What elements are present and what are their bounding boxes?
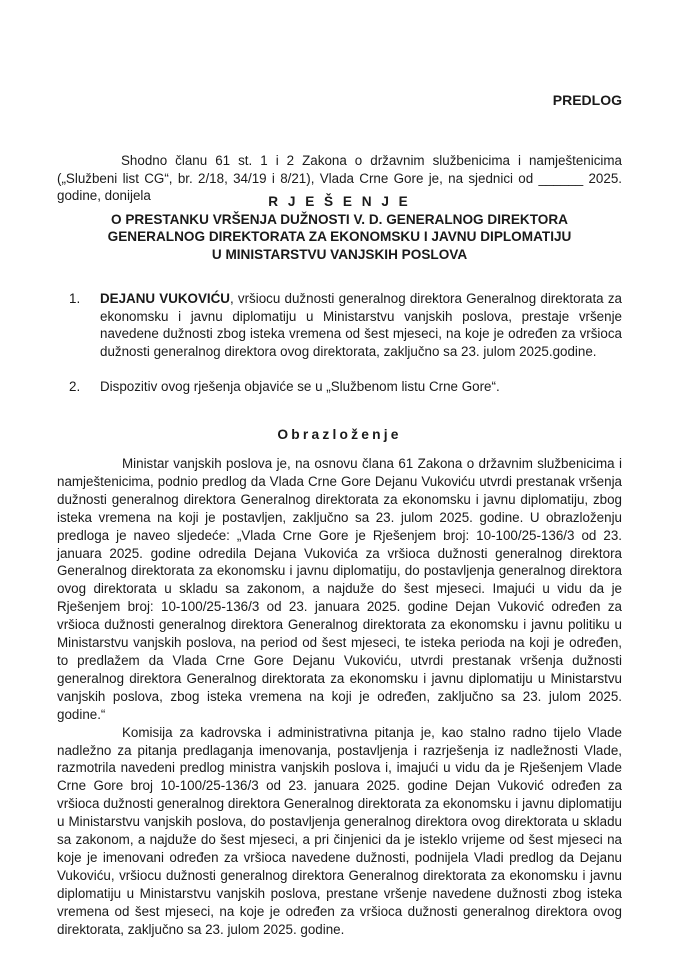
title-line-2: O PRESTANKU VRŠENJA DUŽNOSTI V. D. GENERALNOG DIREKTORA xyxy=(111,211,568,227)
explanation-body xyxy=(57,455,622,938)
decision-item-2 xyxy=(57,378,622,396)
explanation-heading: Obrazloženje xyxy=(277,427,402,442)
item-bold-name: DEJANU VUKOVIĆU xyxy=(100,291,230,306)
explanation-paragraph-1: Ministar vanjskih poslova je, na osnovu člana 61 Zakona o državnim službenicima i namještenicima, podnio predlog da Vlada Crne Gore Dejanu Vukoviću utvrdi prestanak vršenja dužnosti generalnog direktora Generalnog direktorata za ekonomsku i javnu diplomatiju, zbog isteka vremena na koji je postavljen, zaključno sa 23. julom 2025. godine. U obrazloženju predloga je naveo sljedeće: „Vlada Crne Gore je Rješenjem broj: 10-100/25-136/3 od 23. januara 2025. godine odredila Dejana Vukovića za vršioca dužnosti generalnog direktora Generalnog direktorata za ekonomsku i javnu diplomatiju, do postavljenja generalnog direktora ovog direktorata u skladu sa zakonom, a najduže do šest mjeseci. Imajući u vidu da je Rješenjem broj: 10-100/25-136/3 od 23. januara 2025. godine Dejan Vuković određen za vršioca dužnosti generalnog direktora Generalnog direktorata za ekonomsku i javnu politiku u Ministarstvu vanjskih poslova, na period od šest mjeseci, te isteka perioda na koji je određen, to predlažem da Vlada Crne Gore Dejanu Vukoviću, utvrdi prestanak vršenja dužnosti generalnog direktora Generalnog direktorata za ekonomsku i javnu diplomatiju u Ministarstvu vanjskih poslova, zbog isteka vremena na koji je određen, zaključno sa 23. julom 2025. godine.“ xyxy=(57,456,622,722)
item-text: Dispozitiv ovog rješenja objaviće se u „Službenom listu Crne Gore“. xyxy=(100,379,500,395)
item-text: , vršiocu dužnosti generalnog direktora Generalnog direktorata za ekonomsku i javnu diplomatiju u Ministarstvu vanjskih poslova, prestaje vršenje navedene dužnosti zbog isteka vremena od šest mjeseci, na koje je određen za vršioca dužnosti generalnog direktora ovog direktorata, zaključno sa 23. julom 2025.godine. xyxy=(100,291,622,359)
decision-items xyxy=(57,290,622,396)
title-line-3: GENERALNOG DIREKTORATA ZA EKONOMSKU I JAVNU DIPLOMATIJU xyxy=(107,229,572,244)
title-line-4: U MINISTARSTVU VANJSKIH POSLOVA xyxy=(211,246,468,262)
document-status-label: PREDLOG xyxy=(552,92,622,108)
document-title xyxy=(57,193,622,263)
item-number: 1. xyxy=(69,291,81,306)
decision-item-1 xyxy=(57,290,622,360)
item-number: 2. xyxy=(69,379,81,395)
explanation-paragraph-2: Komisija za kadrovska i administrativna pitanja je, kao stalno radno tijelo Vlade nadležno za pitanja predlaganja imenovanja, postavljenja i razrješenja iz nadležnosti Vlade, razmotrila navedeni predlog ministra vanjskih poslova i, imajući u vidu da je Rješenjem Vlade Crne Gore broj 10-100/25-136/3 od 23. januara 2025. godine Dejan Vuković određen za vršioca dužnosti generalnog direktora Generalnog direktorata za ekonomsku i javnu diplomatiju u Ministarstvu vanjskih poslova, do postavljenja generalnog direktora ovog direktorata u skladu sa zakonom, a najduže do šest mjeseci, a pri činjenici da je isteklo vrijeme od šest mjeseci na koje je imenovani određen za vršioca navedene dužnosti, podnijela Vladi predlog da Dejanu Vukoviću, vršiocu dužnosti generalnog direktora Generalnog direktorata za ekonomsku i javnu diplomatiju u Ministarstvu vanjskih poslova, prestane vršenje navedene dužnosti zbog isteka vremena od šest mjeseci, na koje je određen za vršioca dužnosti generalnog direktora ovog direktorata, zaključno sa 23. julom 2025. godine. xyxy=(57,724,622,937)
title-line-1: R J E Š E N J E xyxy=(268,194,411,209)
intro-text: Shodno članu 61 st. 1 i 2 Zakona o državnim službenicima i namještenicima („Službeni list CG“, br. 2/18, 34/19 i 8/21), Vlada Crne Gore je, na sjednici od ______ 2025. godine, donijela xyxy=(57,153,622,203)
